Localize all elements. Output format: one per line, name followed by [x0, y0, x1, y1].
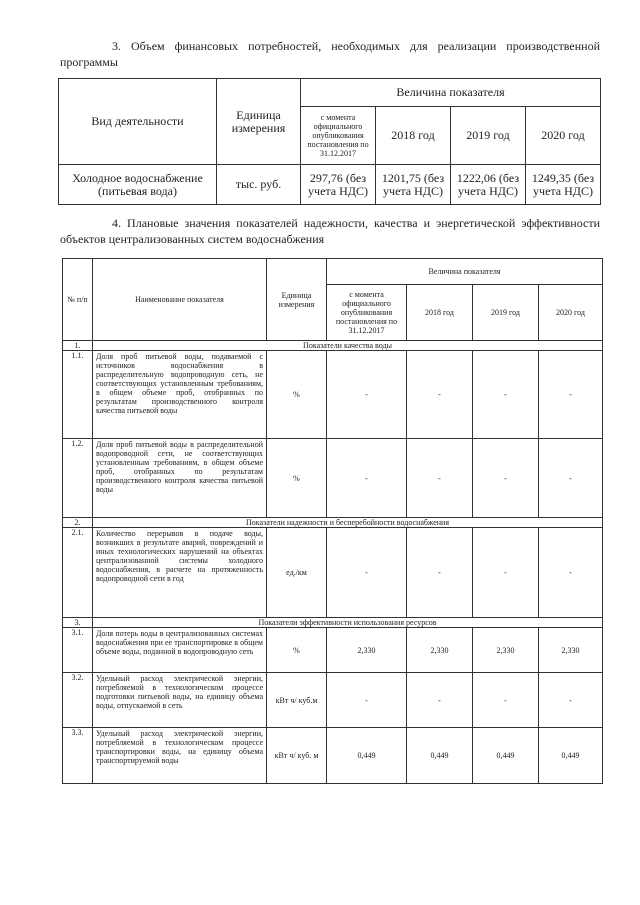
- section-title: Показатели надежности и бесперебойности водоснабжения: [93, 518, 603, 528]
- row-unit: кВт ч/ куб. м: [267, 728, 327, 784]
- row-value-period: -: [327, 439, 407, 518]
- row-no: 2.1.: [63, 528, 93, 618]
- header-no: № п/п: [63, 259, 93, 341]
- row-value-2018: 2,330: [407, 628, 473, 673]
- row-value-2020: -: [539, 528, 603, 618]
- row-name: Удельный расход электрической энергии, потребляемой в технологическом процессе подготовки питьевой воды, на единицу объема воды, отпускаемой в сеть: [93, 673, 267, 728]
- table-row: [63, 728, 603, 784]
- table-row: [63, 673, 603, 728]
- row-unit: %: [267, 439, 327, 518]
- table-row: [63, 351, 603, 439]
- row-value-2020: 2,330: [539, 628, 603, 673]
- row-name: Удельный расход электрической энергии, потребляемой в технологическом процессе транспортировки воды, на единицу объема транспортируемой воды: [93, 728, 267, 784]
- section-3-heading: 3. Объем финансовых потребностей, необходимых для реализации производственной программы: [60, 39, 600, 69]
- value-2018: 1201,75 (без учета НДС): [376, 165, 451, 205]
- section-title: Показатели качества воды: [93, 341, 603, 351]
- row-unit: кВт ч/ куб.м: [267, 673, 327, 728]
- header-unit: Единица измерения: [267, 259, 327, 341]
- table-row: [59, 165, 601, 205]
- row-value-2018: -: [407, 351, 473, 439]
- header-period: с момента официального опубликования постановления по 31.12.2017: [327, 285, 407, 341]
- row-unit: ед./км: [267, 528, 327, 618]
- value-2019: 1222,06 (без учета НДС): [451, 165, 526, 205]
- row-value-2018: -: [407, 673, 473, 728]
- row-no: 3.2.: [63, 673, 93, 728]
- section-no: 3.: [63, 618, 93, 628]
- row-value-2019: -: [473, 351, 539, 439]
- row-value-period: -: [327, 351, 407, 439]
- header-2020: 2020 год: [539, 285, 603, 341]
- row-name: Доля потерь воды в централизованных системах водоснабжения при ее транспортировке в общем объеме воды, поданной в водопроводную сеть: [93, 628, 267, 673]
- header-value: Величина показателя: [327, 259, 603, 285]
- row-value-2019: -: [473, 673, 539, 728]
- section-row: [63, 341, 603, 351]
- header-2018: 2018 год: [407, 285, 473, 341]
- row-value-2020: -: [539, 673, 603, 728]
- row-no: 1.2.: [63, 439, 93, 518]
- row-value-2020: 0,449: [539, 728, 603, 784]
- section-title: Показатели эффективности использования ресурсов: [93, 618, 603, 628]
- row-value-2019: 2,330: [473, 628, 539, 673]
- section-4-heading: 4. Плановые значения показателей надежности, качества и энергетической эффективности объектов централизованных систем водоснабжения: [60, 216, 600, 246]
- row-name: Доля проб питьевой воды, подаваемой с источников водоснабжения в распределительную водопроводную сеть, не соответствующих установленным требованиям, в общем объеме проб, отобранных по результатам производственного контроля качества питьевой воды: [93, 351, 267, 439]
- header-activity: Вид деятельности: [59, 79, 217, 165]
- header-2018: 2018 год: [376, 107, 451, 165]
- row-value-2020: -: [539, 439, 603, 518]
- value-period: 297,76 (без учета НДС): [301, 165, 376, 205]
- row-value-2019: -: [473, 439, 539, 518]
- section-row: [63, 618, 603, 628]
- row-value-2018: 0,449: [407, 728, 473, 784]
- header-2020: 2020 год: [526, 107, 601, 165]
- row-value-2020: -: [539, 351, 603, 439]
- row-value-period: -: [327, 528, 407, 618]
- table-row: [63, 528, 603, 618]
- financial-needs-table: [58, 78, 601, 205]
- row-value-2018: -: [407, 439, 473, 518]
- section-no: 1.: [63, 341, 93, 351]
- row-value-period: -: [327, 673, 407, 728]
- unit-cell: тыс. руб.: [217, 165, 301, 205]
- indicators-table: [62, 258, 603, 784]
- row-unit: %: [267, 628, 327, 673]
- header-period: с момента официального опубликования постановления по 31.12.2017: [301, 107, 376, 165]
- row-value-2018: -: [407, 528, 473, 618]
- table-row: [63, 628, 603, 673]
- header-2019: 2019 год: [473, 285, 539, 341]
- header-2019: 2019 год: [451, 107, 526, 165]
- header-name: Наименование показателя: [93, 259, 267, 341]
- table-row: [63, 439, 603, 518]
- row-no: 3.1.: [63, 628, 93, 673]
- row-name: Доля проб питьевой воды в распределительной водопроводной сети, не соответствующих установленным требованиям, в общем объеме проб, отобранных по результатам производственного контроля качества питьевой воды: [93, 439, 267, 518]
- header-value: Величина показателя: [301, 79, 601, 107]
- row-value-2019: -: [473, 528, 539, 618]
- row-unit: %: [267, 351, 327, 439]
- activity-cell: Холодное водоснабжение (питьевая вода): [59, 165, 217, 205]
- row-no: 3.3.: [63, 728, 93, 784]
- value-2020: 1249,35 (без учета НДС): [526, 165, 601, 205]
- header-unit: Единица измерения: [217, 79, 301, 165]
- row-value-period: 0,449: [327, 728, 407, 784]
- row-value-2019: 0,449: [473, 728, 539, 784]
- section-row: [63, 518, 603, 528]
- row-value-period: 2,330: [327, 628, 407, 673]
- section-no: 2.: [63, 518, 93, 528]
- row-name: Количество перерывов в подаче воды, возникших в результате аварий, повреждений и иных технологических нарушений на объектах централизованной системы холодного водоснабжения, в расчете на протяженность водопроводной сети в год: [93, 528, 267, 618]
- row-no: 1.1.: [63, 351, 93, 439]
